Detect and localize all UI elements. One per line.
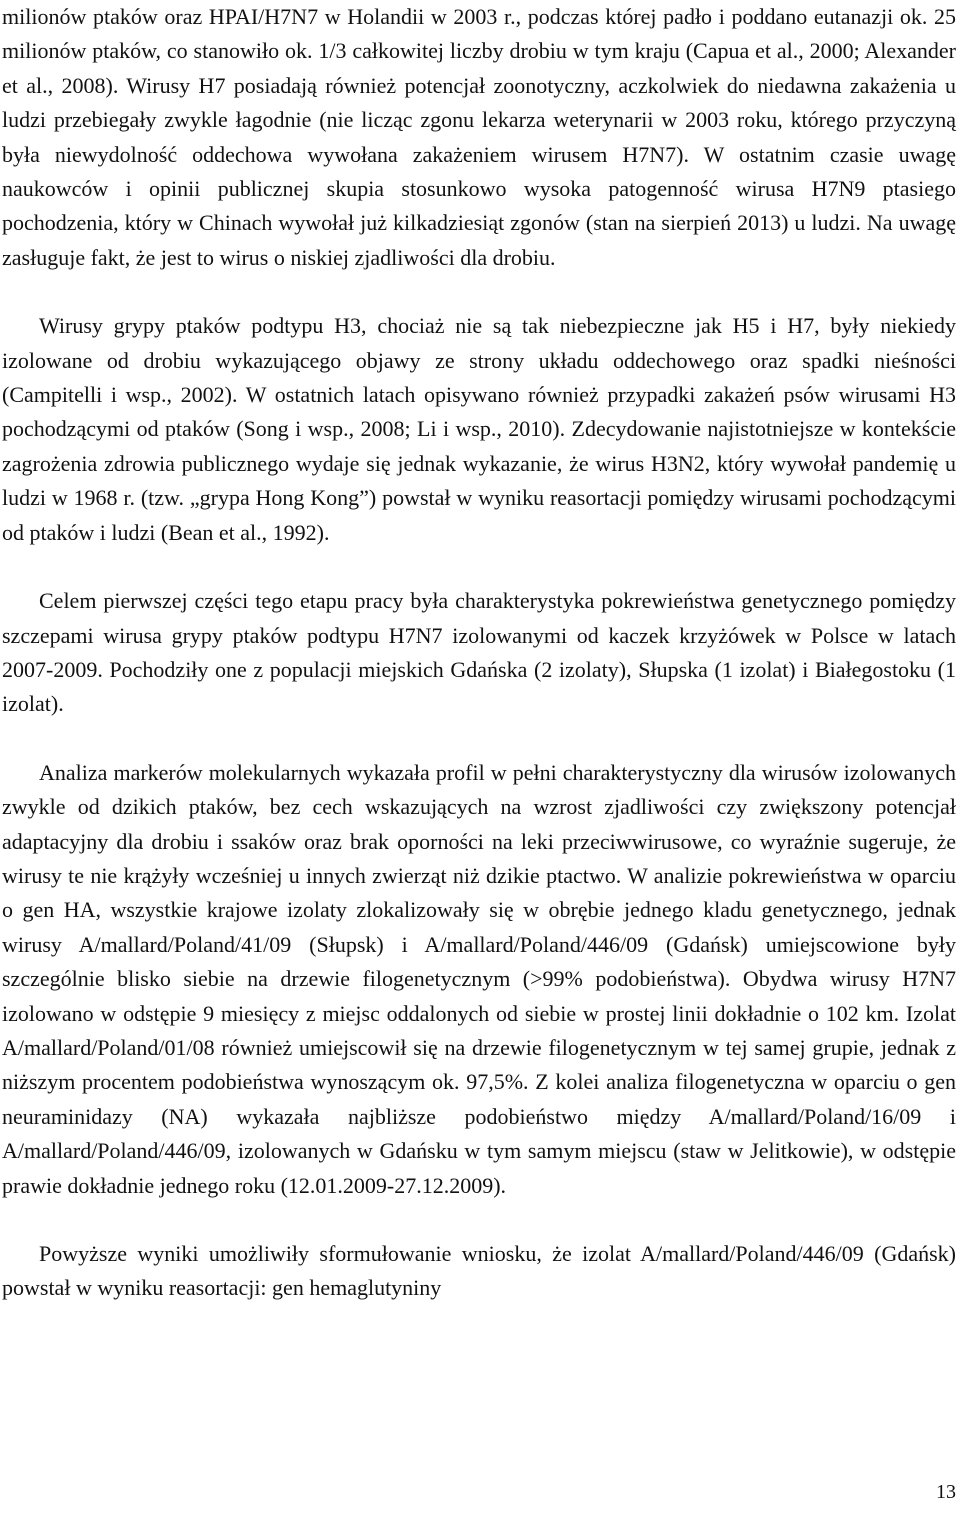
paragraph-h3-viruses: Wirusy grypy ptaków podtypu H3, chociaż nie są tak niebezpieczne jak H5 i H7, były niekiedy izolowane od drobiu wykazującego objawy ze strony układu oddechowego oraz spadki nieśności (Campitelli i wsp., 2002). W ostatnich latach opisywano również przypadki zakażeń psów wirusami H3 pochodzącymi od ptaków (Song i wsp., 2008; Li i wsp., 2010). Zdecydowanie najistotniejsze w kontekście zagrożenia zdrowia publicznego wydaje się jednak wykazanie, że wirus H3N2, który wywołał pandemię u ludzi w 1968 r. (tzw. „grypa Hong Kong”) powstał w wyniku reasortacji pomiędzy wirusami pochodzącymi od ptaków i ludzi (Bean et al., 1992). xyxy=(2,313,956,545)
paragraph-gap xyxy=(2,550,956,584)
paragraph-study-aim: Celem pierwszej części tego etapu pracy była charakterystyka pokrewieństwa genetycznego pomiędzy szczepami wirusa grypy ptaków podtypu H7N7 izolowanymi od kaczek krzyżówek w Polsce w latach 2007-2009. Pochodziły one z populacji miejskich Gdańska (2 izolaty), Słupska (1 izolat) i Białegostoku (1 izolat). xyxy=(2,588,956,717)
paragraph-conclusion: Powyższe wyniki umożliwiły sformułowanie wniosku, że izolat A/mallard/Poland/446/09 (Gdańsk) powstał w wyniku reasortacji: gen hemaglutyniny xyxy=(2,1241,956,1301)
page-number: 13 xyxy=(936,1481,956,1503)
paragraph-gap xyxy=(2,1203,956,1237)
paragraph-gap xyxy=(2,722,956,756)
paragraph-molecular-analysis: Analiza markerów molekularnych wykazała profil w pełni charakterystyczny dla wirusów izolowanych zwykle od dzikich ptaków, bez cech wskazujących na wzrost zjadliwości czy zwiększony potencjał adaptacyjny dla drobiu i ssaków oraz brak oporności na leki przeciwwirusowe, co wyraźnie sugeruje, że wirusy te nie krążyły wcześniej u innych zwierząt niż dzikie ptactwo. W analizie pokrewieństwa w oparciu o gen HA, wszystkie krajowe izolaty zlokalizowały się w obrębie jednego kladu genetycznego, jednak wirusy A/mallard/Poland/41/09 (Słupsk) i A/mallard/Poland/446/09 (Gdańsk) umiejscowione były szczególnie blisko siebie na drzewie filogenetycznym (>99% podobieństwa). Obydwa wirusy H7N7 izolowano w odstępie 9 miesięcy z miejsc oddalonych od siebie w prostej linii dokładnie o 102 km. Izolat A/mallard/Poland/01/08 również umiejscowił się na drzewie filogenetycznym w tej samej grupie, jednak z niższym procentem podobieństwa wynoszącym ok. 97,5%. Z kolei analiza filogenetyczna w oparciu o gen neuraminidazy (NA) wykazała najbliższe podobieństwo między A/mallard/Poland/16/09 i A/mallard/Poland/446/09, izolowanych w Gdańsku w tym samym miejscu (staw w Jelitkowie), w odstępie prawie dokładnie jednego roku (12.01.2009-27.12.2009). xyxy=(2,759,956,1198)
paragraph-gap xyxy=(2,275,956,309)
paragraph-h7-zoonotic: milionów ptaków oraz HPAI/H7N7 w Holandii w 2003 r., podczas której padło i poddano eutanazji ok. 25 milionów ptaków, co stanowiło ok. 1/3 całkowitej liczby drobiu w tym kraju (Capua et al., 2000; Alexander et al., 2008). Wirusy H7 posiadają również potencjał zoonotyczny, aczkolwiek do niedawna zakażenia u ludzi przebiegały zwykle łagodnie (nie licząc zgonu lekarza weterynarii w 2003 roku, którego przyczyną była niewydolność oddechowa wywołana zakażeniem wirusem H7N7). W ostatnim czasie uwagę naukowców i opinii publicznej skupia stosunkowo wysoka patogenność wirusa H7N9 ptasiego pochodzenia, który w Chinach wywołał już kilkadziesiąt zgonów (stan na sierpień 2013) u ludzi. Na uwagę zasługuje fakt, że jest to wirus o niskiej zjadliwości dla drobiu. xyxy=(2,4,956,270)
